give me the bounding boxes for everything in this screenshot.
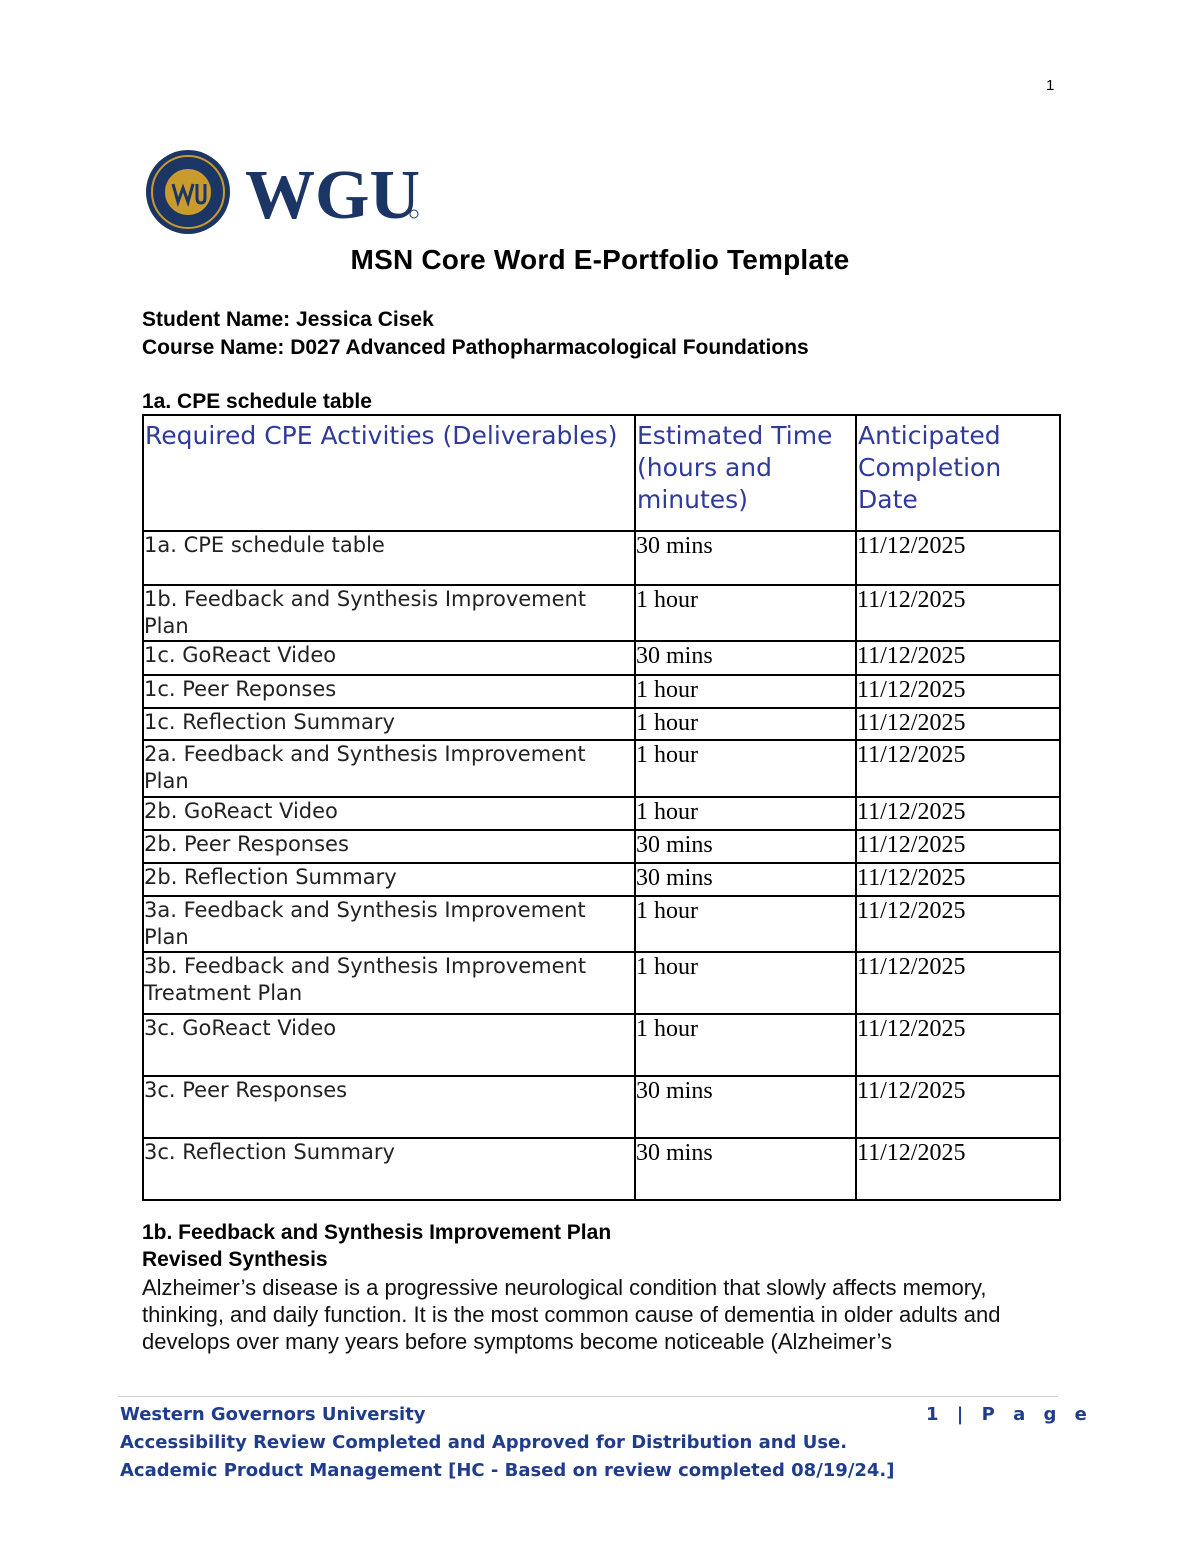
logo-wordmark: WGU [245,157,420,234]
schedule-heading: 1a. CPE schedule table [142,390,372,413]
activity-cell: 3b. Feedback and Synthesis Improvement Treatment Plan [143,952,635,1014]
activity-cell: 1b. Feedback and Synthesis Improvement Plan [143,585,635,641]
table-row [143,1014,1060,1076]
table-row [143,1138,1060,1200]
time-cell: 30 mins [635,531,856,585]
footer-divider [118,1396,1058,1397]
table-row [143,641,1060,675]
student-name: Student Name: Jessica Cisek [142,308,434,331]
time-cell: 30 mins [635,641,856,675]
activity-cell: 3c. Peer Responses [143,1076,635,1138]
wgu-logo [145,148,425,238]
table-row [143,896,1060,952]
activity-cell: 1c. GoReact Video [143,641,635,675]
time-cell: 30 mins [635,830,856,863]
time-cell: 30 mins [635,1076,856,1138]
date-cell: 11/12/2025 [856,585,1060,641]
activity-cell: 3c. GoReact Video [143,1014,635,1076]
footer-accessibility-note: Accessibility Review Completed and Approved for Distribution and Use. [120,1432,848,1453]
time-cell: 1 hour [635,1014,856,1076]
revised-synthesis-heading: Revised Synthesis [142,1248,328,1271]
section-1b-heading: 1b. Feedback and Synthesis Improvement Plan [142,1221,612,1244]
activity-cell: 3c. Reflection Summary [143,1138,635,1200]
header-activities: Required CPE Activities (Deliverables) [143,415,635,531]
date-cell: 11/12/2025 [856,641,1060,675]
footer-review-note: Academic Product Management [HC - Based on review completed 08/19/24.] [120,1460,895,1481]
date-cell: 11/12/2025 [856,740,1060,797]
time-cell: 1 hour [635,675,856,708]
date-cell: 11/12/2025 [856,1014,1060,1076]
time-cell: 1 hour [635,740,856,797]
time-cell: 1 hour [635,896,856,952]
table-row [143,830,1060,863]
time-cell: 1 hour [635,585,856,641]
table-row [143,708,1060,740]
table-row [143,797,1060,830]
time-cell: 1 hour [635,952,856,1014]
table-row [143,1076,1060,1138]
date-cell: 11/12/2025 [856,830,1060,863]
time-cell: 1 hour [635,797,856,830]
date-cell: 11/12/2025 [856,1076,1060,1138]
table-header-row [143,415,1060,531]
document-title: MSN Core Word E-Portfolio Template [350,244,850,275]
date-cell: 11/12/2025 [856,896,1060,952]
table-row [143,863,1060,896]
table-row [143,675,1060,708]
table-row [143,531,1060,585]
date-cell: 11/12/2025 [856,863,1060,896]
time-cell: 30 mins [635,863,856,896]
date-cell: 11/12/2025 [856,1138,1060,1200]
activity-cell: 1c. Reflection Summary [143,708,635,740]
cpe-schedule-table [142,414,1061,1201]
activity-cell: 2b. GoReact Video [143,797,635,830]
activity-cell: 3a. Feedback and Synthesis Improvement Plan [143,896,635,952]
activity-cell: 2b. Peer Responses [143,830,635,863]
activity-cell: 1a. CPE schedule table [143,531,635,585]
header-estimated-time: Estimated Time (hours and minutes) [635,415,856,531]
date-cell: 11/12/2025 [856,531,1060,585]
time-cell: 30 mins [635,1138,856,1200]
date-cell: 11/12/2025 [856,952,1060,1014]
footer-page-label: 1 | P a g e [926,1404,1093,1425]
activity-cell: 2a. Feedback and Synthesis Improvement Plan [143,740,635,797]
course-name: Course Name: D027 Advanced Pathopharmacological Foundations [142,336,809,359]
synthesis-paragraph: Alzheimer’s disease is a progressive neurological condition that slowly affects memory, thinking, and daily function. It is the most common cause of dementia in older adults and develops over many years before symptoms become noticeable (Alzheimer’s [142,1275,1001,1354]
date-cell: 11/12/2025 [856,708,1060,740]
date-cell: 11/12/2025 [856,797,1060,830]
header-completion-date: Anticipated Completion Date [856,415,1060,531]
footer-university: Western Governors University [120,1404,426,1425]
activity-cell: 1c. Peer Reponses [143,675,635,708]
table-row [143,585,1060,641]
time-cell: 1 hour [635,708,856,740]
table-row [143,952,1060,1014]
table-row [143,740,1060,797]
activity-cell: 2b. Reflection Summary [143,863,635,896]
page-number: 1 [1046,77,1055,94]
date-cell: 11/12/2025 [856,675,1060,708]
